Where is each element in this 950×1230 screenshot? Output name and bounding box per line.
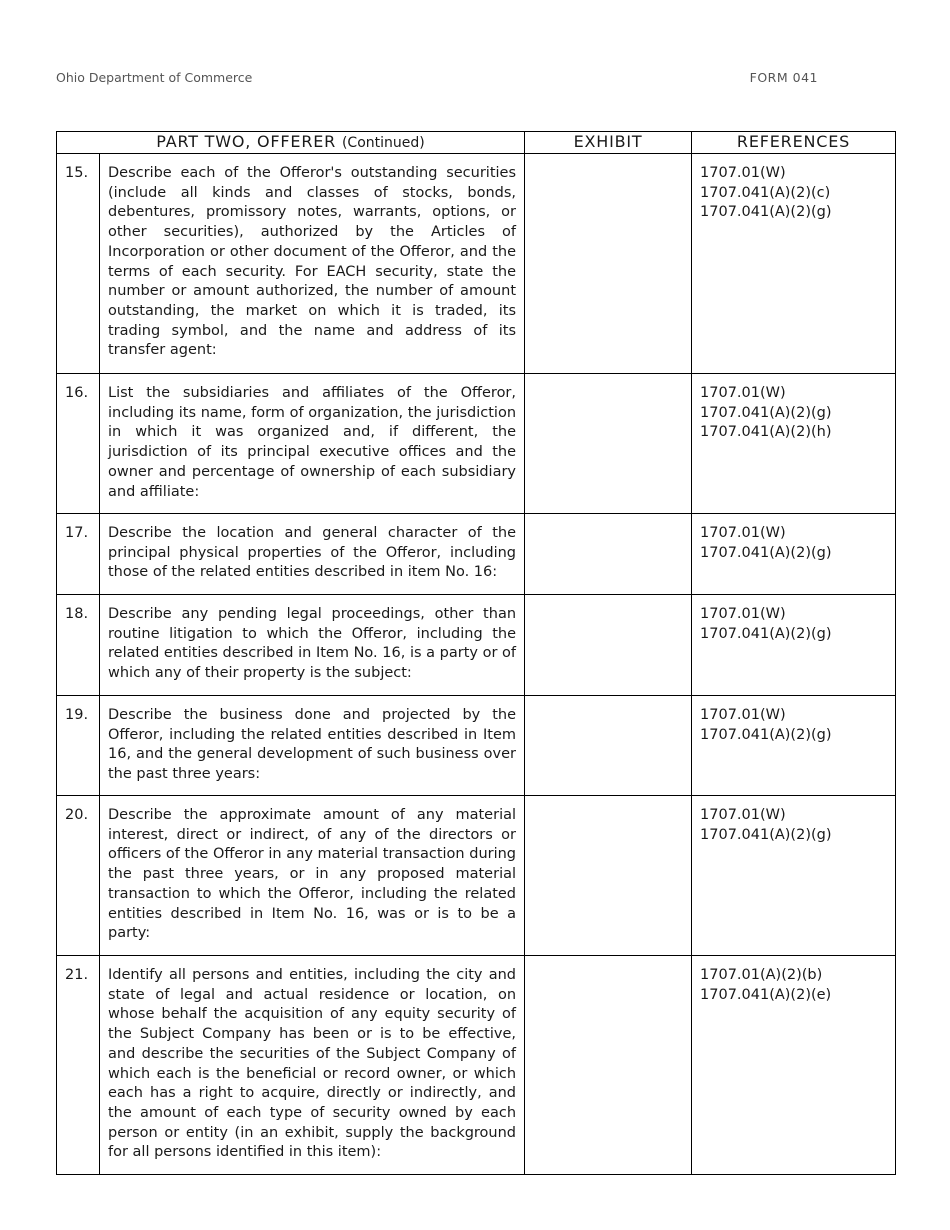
exhibit-cell[interactable] [525, 514, 692, 595]
item-number: 16. [57, 374, 100, 514]
reference: 1707.01(A)(2)(b) [700, 967, 823, 983]
offerer-table [56, 131, 896, 1175]
reference: 1707.041(A)(2)(h) [700, 424, 832, 441]
reference: 1707.01(W) [700, 707, 786, 723]
table-row [57, 956, 896, 1175]
reference: 1707.041(A)(2)(g) [700, 625, 832, 642]
table-row [57, 595, 896, 696]
item-number: 15. [57, 154, 100, 374]
item-description: Describe the business done and projected by the Offeror, including the related entities described in Item 16, and the general development of such business over the past three years: [100, 696, 525, 796]
reference: 1707.01(W) [700, 606, 786, 622]
exhibit-cell[interactable] [525, 796, 692, 956]
item-description: List the subsidiaries and affiliates of the Offeror, including its name, form of organization, the jurisdiction in which it was organized and, if different, the jurisdiction of its principal executive offices and the owner and percentage of ownership of each subsidiary and affiliate: [100, 374, 525, 514]
item-number: 20. [57, 796, 100, 956]
references-cell [692, 696, 896, 796]
reference: 1707.01(W) [700, 807, 786, 823]
exhibit-cell[interactable] [525, 154, 692, 374]
reference: 1707.041(A)(2)(c) [700, 184, 831, 201]
reference: 1707.01(W) [700, 165, 786, 181]
reference: 1707.041(A)(2)(g) [700, 544, 832, 561]
references-cell [692, 956, 896, 1175]
item-description: Describe any pending legal proceedings, other than routine litigation to which the Offeror, including the related entities described in Item No. 16, is a party or of which any of their property is the subject: [100, 595, 525, 696]
item-number: 17. [57, 514, 100, 595]
item-description: Identify all persons and entities, including the city and state of legal and actual residence or location, on whose behalf the acquisition of any equity security of the Subject Company has been or is to be effective, and describe the securities of the Subject Company of which each is the beneficial or record owner, or which each has a right to acquire, directly or indirectly, and the amount of each type of security owned by each person or entity (in an exhibit, supply the background for all persons identified in this item): [100, 956, 525, 1175]
exhibit-cell[interactable] [525, 956, 692, 1175]
item-number: 19. [57, 696, 100, 796]
item-number: 21. [57, 956, 100, 1175]
table-row [57, 154, 896, 374]
reference: 1707.041(A)(2)(g) [700, 404, 832, 421]
table-row [57, 796, 896, 956]
page-header [56, 70, 818, 90]
item-description: Describe the approximate amount of any material interest, direct or indirect, of any of the directors or officers of the Offeror in any material transaction during the past three years, or in any proposed material transaction to which the Offeror, including the related entities described in Item No. 16, was or is to be a party: [100, 796, 525, 956]
table-row [57, 514, 896, 595]
exhibit-cell[interactable] [525, 595, 692, 696]
department-name: Ohio Department of Commerce [56, 70, 253, 85]
item-description: Describe the location and general character of the principal physical properties of the Offeror, including those of the related entities described in item No. 16: [100, 514, 525, 595]
table-header-row [57, 132, 896, 154]
part-title-suffix: (Continued) [341, 135, 425, 151]
references-cell [692, 514, 896, 595]
reference: 1707.01(W) [700, 385, 786, 401]
exhibit-cell[interactable] [525, 374, 692, 514]
reference: 1707.01(W) [700, 525, 786, 541]
reference: 1707.041(A)(2)(g) [700, 826, 832, 843]
reference: 1707.041(A)(2)(g) [700, 204, 832, 221]
table-row [57, 696, 896, 796]
item-number: 18. [57, 595, 100, 696]
references-header: REFERENCES [692, 132, 896, 154]
references-cell [692, 154, 896, 374]
item-description: Describe each of the Offeror's outstanding securities (include all kinds and classes of stocks, bonds, debentures, promissory notes, warrants, options, or other securities), authorized by the Articles of Incorporation or other document of the Offeror, and the terms of each security. For EACH security, state the number or amount authorized, the number of amount outstanding, the market on which it is traded, its trading symbol, and the name and address of its transfer agent: [100, 154, 525, 374]
references-cell [692, 796, 896, 956]
part-title-header [57, 132, 525, 154]
references-cell [692, 374, 896, 514]
form-number: FORM 041 [749, 70, 818, 85]
exhibit-header: EXHIBIT [525, 132, 692, 154]
reference: 1707.041(A)(2)(e) [700, 986, 832, 1003]
references-cell [692, 595, 896, 696]
exhibit-cell[interactable] [525, 696, 692, 796]
reference: 1707.041(A)(2)(g) [700, 726, 832, 743]
table-row [57, 374, 896, 514]
part-title: PART TWO, OFFERER [156, 132, 337, 151]
